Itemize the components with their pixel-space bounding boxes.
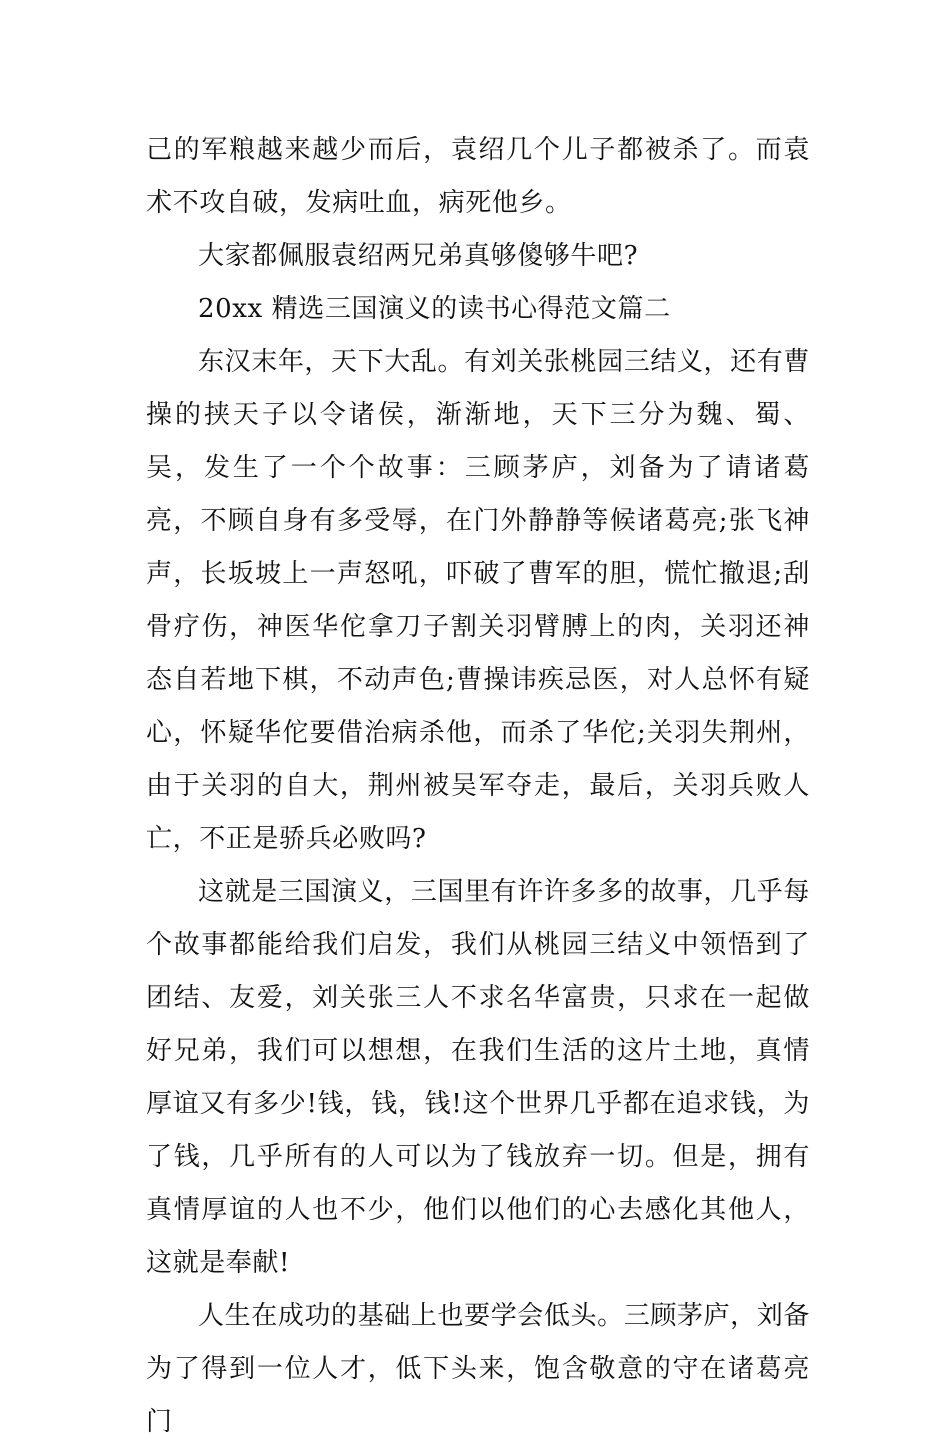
paragraph: 人生在成功的基础上也要学会低头。三顾茅庐，刘备为了得到一位人才，低下头来，饱含敬意的守在诸葛亮门: [146, 1301, 810, 1437]
paragraph: 大家都佩服袁绍两兄弟真够傻够牛吧?: [198, 241, 639, 271]
paragraph: 这就是三国演义，三国里有许许多多的故事，几乎每个故事都能给我们启发，我们从桃园三结义中领悟到了团结、友爱，刘关张三人不求名华富贵，只求在一起做好兄弟，我们可以想想，在我们生活的这片土地，真情厚谊又有多少!钱，钱，钱!这个世界几乎都在追求钱，为了钱，几乎所有的人可以为了钱放弃一切。但是，拥有真情厚谊的人也不少，他们以他们的心去感化其他人，这就是奉献!: [146, 877, 810, 1278]
section-heading: 20xx 精选三国演义的读书心得范文篇二: [198, 294, 671, 324]
paragraph: 东汉末年，天下大乱。有刘关张桃园三结义，还有曹操的挟天子以令诸侯，渐渐地，天下三分为魏、蜀、吴，发生了一个个故事：三顾茅庐，刘备为了请诸葛亮，不顾自身有多受辱，在门外静静等候诸葛亮;张飞神声，长坂坡上一声怒吼，吓破了曹军的胆，慌忙撤退;刮骨疗伤，神医华佗拿刀子割关羽臂膊上的肉，关羽还神态自若地下棋，不动声色;曹操讳疾忌医，对人总怀有疑心，怀疑华佗要借治病杀他，而杀了华佗;关羽失荆州，由于关羽的自大，荆州被吴军夺走，最后，关羽兵败人亡，不正是骄兵必败吗?: [146, 347, 810, 854]
paragraph-continued: 己的军粮越来越少而后，袁绍几个儿子都被杀了。而袁术不攻自破，发病吐血，病死他乡。: [146, 135, 810, 218]
document-body: [146, 124, 810, 1449]
